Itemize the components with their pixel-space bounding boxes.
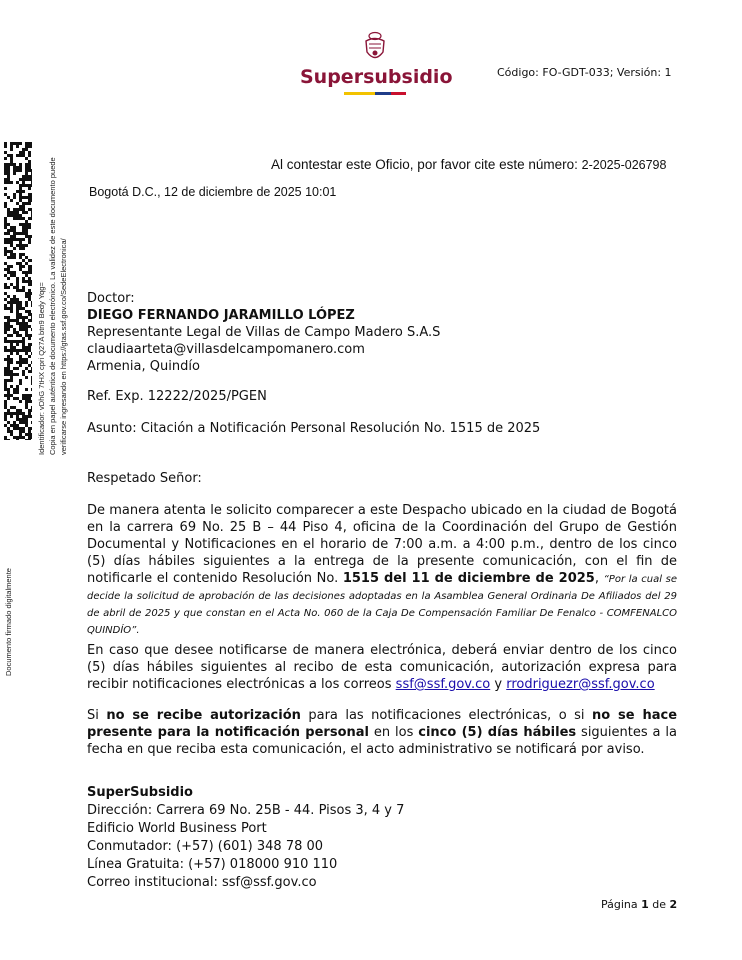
page-label: Página (601, 898, 638, 911)
cite-label: Al contestar este Oficio, por favor cite este número: (271, 157, 578, 172)
institutional-email: Correo institucional: ssf@ssf.gov.co (87, 875, 317, 890)
free-line: Línea Gratuita: (+57) 018000 910 110 (87, 857, 338, 872)
paragraph-1 (87, 502, 677, 638)
page-number (601, 898, 677, 911)
cite-number: 2-2025-026798 (581, 158, 667, 172)
paragraph-2 (87, 642, 677, 693)
flag-stripe-icon (344, 92, 406, 95)
p3-bold-3: cinco (5) días hábiles (418, 725, 577, 740)
document-code: Código: FO-GDT-033; Versión: 1 (497, 66, 672, 79)
recipient-email: claudiaarteta@villasdelcampomanero.com (87, 342, 365, 357)
coat-of-arms-icon (362, 30, 388, 64)
identifier-line-2: Copia en papel auténtica de documento electrónico. La validez de este documento puede (48, 157, 57, 455)
subject: Asunto: Citación a Notificación Personal Resolución No. 1515 de 2025 (87, 421, 541, 436)
p3-a: Si (87, 708, 99, 723)
page-total: 2 (669, 898, 678, 911)
signed-text: Documento firmado digitalmente (4, 568, 13, 676)
building: Edificio World Business Port (87, 821, 267, 836)
email-link-rrodriguezr[interactable]: rrodriguezr@ssf.gov.co (506, 677, 655, 692)
identifier-line-3: verificarse ingresando en https://gtas.ssf.gov.co/SedeElectronica/ (59, 238, 68, 455)
p3-b: para las notificaciones electrónicas, o si (308, 708, 585, 723)
recipient-city: Armenia, Quindío (87, 359, 200, 374)
dateline: Bogotá D.C., 12 de diciembre de 2025 10:01 (89, 185, 337, 199)
recipient-salutation: Doctor: (87, 291, 135, 306)
reference: Ref. Exp. 12222/2025/PGEN (87, 389, 267, 404)
recipient-role: Representante Legal de Villas de Campo Madero S.A.S (87, 325, 441, 340)
barcode-icon (4, 142, 32, 440)
verification-text (37, 105, 73, 455)
p2-text: En caso que desee notificarse de manera electrónica, deberá enviar dentro de los cinco (5) días hábiles siguientes al recibo de esta comunicación, autorización expresa para recibir notificaciones electrónicas a los correos (87, 643, 677, 692)
signed-note (4, 548, 18, 678)
p3-bold-1: no se recibe autorización (106, 708, 301, 723)
brand-name: Supersubsidio (300, 66, 453, 88)
org-name: SuperSubsidio (87, 785, 193, 800)
page-of: de (652, 898, 667, 911)
logo (300, 30, 453, 95)
paragraph-3 (87, 707, 677, 758)
p1-bold: 1515 del 11 de diciembre de 2025 (342, 571, 595, 586)
p3-c: en los (373, 725, 414, 740)
address: Dirección: Carrera 69 No. 25B - 44. Pisos 3, 4 y 7 (87, 803, 405, 818)
contact-block (87, 784, 677, 892)
recipient-block (87, 290, 677, 375)
greeting: Respetado Señor: (87, 471, 202, 486)
identifier-line-1: Identificador: vDhG 7tHX cpri Q27A btn9 Bedy Yqg= (37, 282, 46, 455)
p2-and: y (494, 677, 503, 692)
p1-quote: “Por la cual se decide la solicitud de aprobación de las decisiones adoptadas en la Asamblea General Ordinaria De Afiliados del 29 de abril de 2025 y que constan en el Acta No. 060 de la Caja De Compensación Familiar De Fenalco - COMFENALCO QUINDÍO”. (87, 574, 677, 636)
recipient-name: DIEGO FERNANDO JARAMILLO LÓPEZ (87, 308, 355, 323)
page-current: 1 (641, 898, 649, 911)
phone: Conmutador: (+57) (601) 348 78 00 (87, 839, 324, 854)
email-link-ssf[interactable]: ssf@ssf.gov.co (395, 677, 491, 692)
p3-d: siguientes a la fecha en que reciba esta comunicación, el acto administrativo se notificará por aviso. (87, 725, 677, 757)
p1-comma: , (594, 571, 599, 586)
cite-line (271, 157, 666, 172)
p3-bold-2: no se hace presente para la notificación personal (87, 708, 678, 740)
p1-text: De manera atenta le solicito comparecer a este Despacho ubicado en la ciudad de Bogotá en la carrera 69 No. 25 B – 44 Piso 4, oficina de la Coordinación del Grupo de Gestión Documental y Notificaciones en el horario de 7:00 a.m. a 4:00 p.m., dentro de los cinco (5) días hábiles siguientes a la entrega de la presente comunicación, con el fin de notificarle el contenido Resolución No. (87, 503, 677, 586)
